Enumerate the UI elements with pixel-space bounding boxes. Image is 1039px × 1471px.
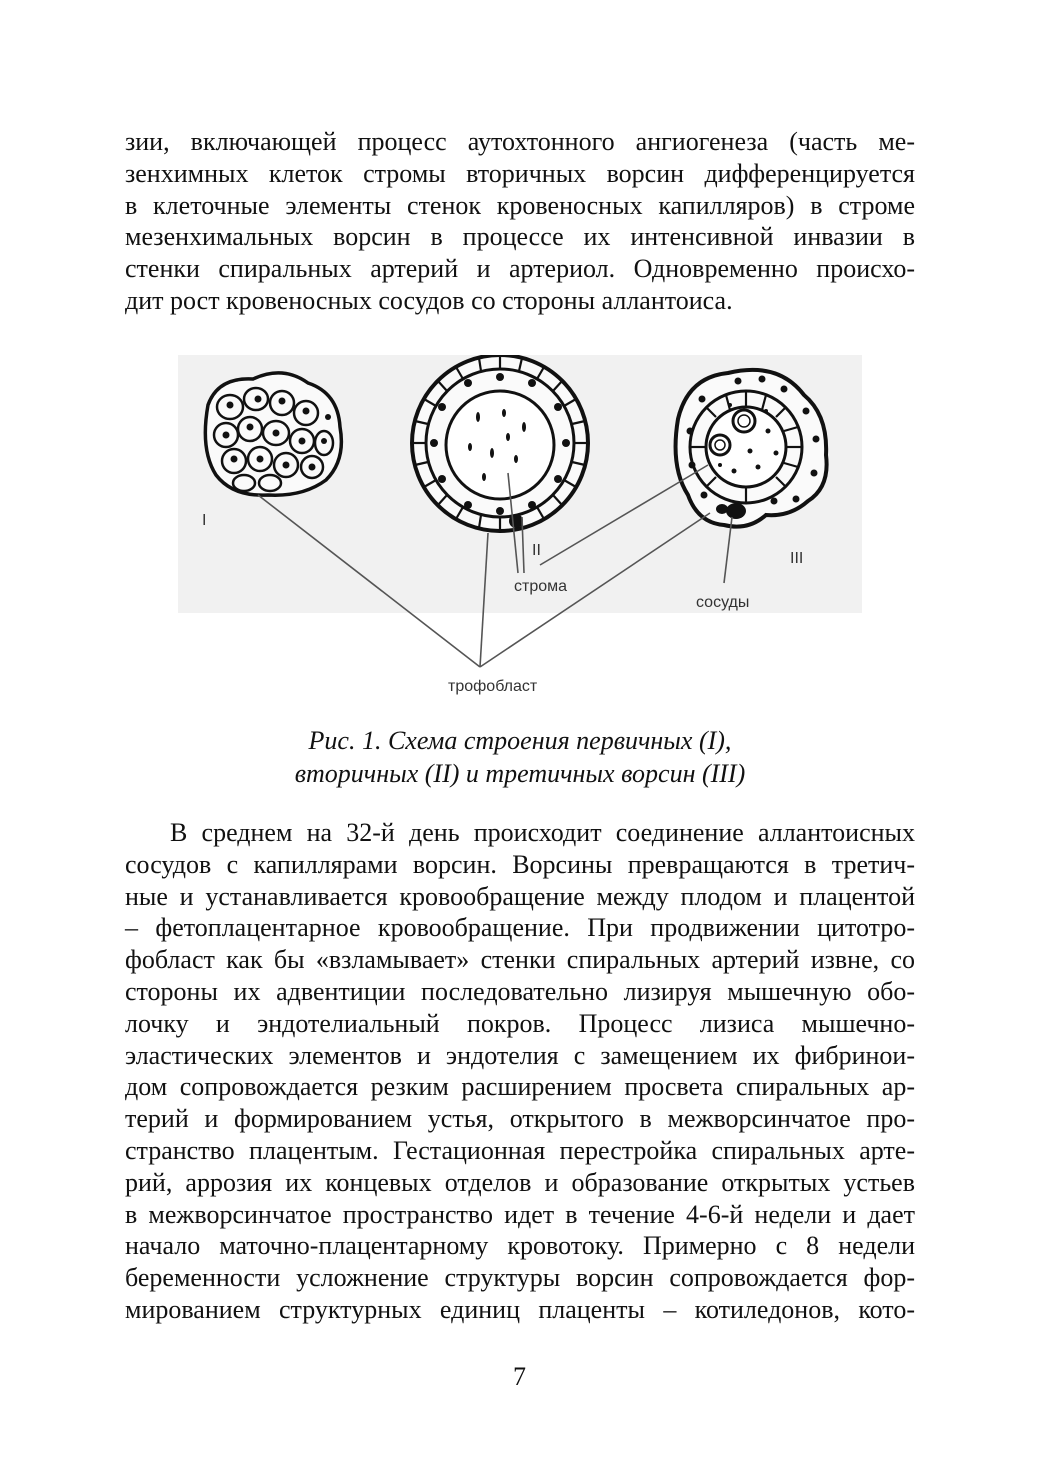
paragraph-main: [125, 817, 915, 1326]
text-line: лочку и эндотелиальный покров. Процесс лизиса мышечно-: [125, 1008, 915, 1038]
text-line: в межворсинчатое пространство идет в течение 4-6-й недели и дает: [125, 1199, 915, 1229]
label-stroma: строма: [514, 578, 568, 595]
label-primary: I: [202, 512, 207, 529]
tertiary-villus: [676, 370, 827, 527]
text-line: эластических элементов и эндотелия с замещением их фибринои-: [125, 1040, 915, 1070]
label-vessels: сосуды: [696, 594, 750, 611]
secondary-villus: [412, 355, 588, 531]
text-line: В среднем на 32-й день происходит соединение аллантоисных: [170, 818, 915, 847]
text-line: стороны их адвентиции последовательно лизируя мышечную обо-: [125, 976, 915, 1006]
text-line: начало маточно-плацентарному кровотоку. Примерно с 8 недели: [125, 1231, 915, 1261]
text-line: зенхимных клеток стромы вторичных ворсин дифференцируется: [125, 158, 915, 188]
label-tertiary: III: [790, 550, 804, 567]
villi-diagram: [178, 355, 862, 705]
text-line: мированием структурных единиц плаценты – котиледонов, кото-: [125, 1294, 915, 1324]
villi-diagram-drawing: [178, 355, 862, 705]
text-line: беременности усложнение структуры ворсин сопровождается фор-: [125, 1263, 915, 1293]
text-line: стенки спиральных артерий и артериол. Одновременно происхо-: [125, 254, 915, 284]
page-number: 7: [513, 1362, 526, 1391]
caption-line: вторичных (II) и третичных ворсин (III): [294, 759, 746, 788]
text-line: рий, аррозия их концевых отделов и образование открытых устьев: [125, 1167, 915, 1197]
figure-caption: [125, 724, 915, 790]
text-line: терий и формированием устья, открытого в межворсинчатое про-: [125, 1104, 915, 1134]
label-secondary: II: [532, 542, 541, 559]
text-line: мезенхимальных ворсин в процессе их интенсивной инвазии в: [125, 222, 915, 252]
text-line: ные и устанавливается кровообращение между плодом и плацентой: [125, 881, 915, 911]
text-line: дит рост кровеносных сосудов со стороны аллантоиса.: [125, 285, 733, 315]
text-line: дом сопровождается резким расширением просвета спиральных ар-: [125, 1072, 915, 1102]
text-line: странство плацентым. Гестационная перестройка спиральных арте-: [125, 1135, 915, 1165]
caption-line: Рис. 1. Схема строения первичных (I),: [308, 726, 732, 755]
text-line: зии, включающей процесс аутохтонного ангиогенеза (часть ме-: [125, 127, 915, 156]
text-line: сосудов с капиллярами ворсин. Ворсины превращаются в третич-: [125, 849, 915, 879]
text-line: фобласт как бы «взламывает» стенки спиральных артерий извне, со: [125, 945, 915, 975]
text-line: в клеточные элементы стенок кровеносных капилляров) в строме: [125, 190, 915, 220]
paragraph-intro: [125, 126, 915, 317]
text-line: – фетоплацентарное кровообращение. При продвижении цитотро-: [125, 913, 915, 943]
label-trophoblast: трофобласт: [448, 678, 538, 695]
primary-villus: [205, 373, 341, 495]
